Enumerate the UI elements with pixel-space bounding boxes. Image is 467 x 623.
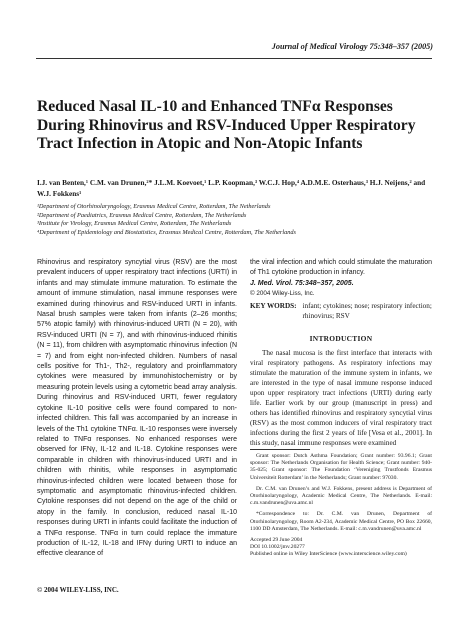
introduction-text: The nasal mucosa is the first interface that interacts with viral respiratory pathogens. As respiratory infections may stimulate the maturation of the immune system in infants, we are interested in the type of nasal immune response induced upon upper respiratory tract infections (URTI) during early life. Earlier work by our group (manuscript in press) and others has identified rhinovirus and respiratory syncytial virus (RSV) as the most common inducers of viral respiratory tract infections during the first 2 years of life [Vesa et al., 2001]. In this study, nasal immune responses were examined — [250, 349, 432, 447]
citation: J. Med. Virol. 75:348–357, 2005. — [250, 279, 354, 287]
header-rule — [36, 58, 432, 59]
affiliation-4: ⁴Department of Epidemiology and Biostatistics, Erasmus Medical Centre, Rotterdam, The Netherlands — [37, 228, 296, 236]
footnote-accepted: Accepted 29 June 2004 — [250, 537, 303, 544]
footnote-rule — [250, 449, 310, 450]
affiliation-1: ¹Department of Otorhinolaryngology, Erasmus Medical Centre, Rotterdam, The Netherlands — [37, 203, 271, 210]
keywords-list: infant; cytokines; nose; respiratory infection; rhinovirus; RSV — [302, 302, 432, 320]
abstract-copyright: © 2004 Wiley-Liss, Inc. — [250, 290, 315, 298]
footnote-grants: Grant sponsor: Dutch Asthma Foundation; Grant number: 93.96.1; Grant sponsor: The Netherlands Organisation for Health Science; Grant number: 940-35-025; Grant sponsor: The Foundation ‘Vereniging Trustfonds Erasmus Universiteit Rotterdam’ in the Netherlands; Grant number: 97030. — [250, 453, 432, 481]
page-footer-copyright: © 2004 WILEY-LISS, INC. — [37, 586, 119, 594]
abstract-continuation: the viral infection and which could stimulate the maturation of Th1 cytokine production in infancy. — [250, 259, 432, 277]
abstract-column-left: Rhinovirus and respiratory syncytial virus (RSV) are the most prevalent inducers of upper respiratory tract infections (URTI) in infants and may stimulate immune maturation. To estimate the amount of immune stimulation, nasal immune responses were examined during rhinovirus and RSV-induced URTI in infants. Nasal brush samples were taken from infants (2–26 months; 57% atopic family) with rhinovirus-induced URTI (N = 20), with RSV-induced URTI (N = 7), and with rhinovirus-induced rhinitis (N = 11), from children with asymptomatic rhinovirus infection (N = 7) and from eight non-infected children. Numbers of nasal cells positive for Th1-, Th2-, regulatory and proinflammatory cytokines were measured by immunohistochemistry or by measuring protein levels using a cytometric bead array analysis. During rhinovirus and RSV-induced URTI, fewer regulatory cytokine IL-10 positive cells were found compared to non-infected children. This fall was accompanied by an increase in levels of the Th1 cytokine TNFα. IL-10 responses were inversely related to TNFα responses. No enhanced responses were observed for IFNγ, IL-12 and IL-18. Cytokine responses were comparable in children with rhinovirus-induced URTI and in children with rhinitis, while responses in asymptomatic rhinovirus-infected children were located between those for symptomatic and asymptomatic rhinovirus-infected children. Cytokine responses did not depend on the age of the child or atopy in the family. In conclusion, reduced nasal IL-10 responses during URTI in infants could facilitate the induction of a TNFα response. TNFα in turn could replace the immature production of IL-12, IL-18 and IFNγ during URTI to induce an effective clearance of — [37, 259, 237, 558]
section-heading-introduction: INTRODUCTION — [309, 334, 373, 343]
keywords — [250, 301, 432, 321]
author-list: I.J. van Benten,¹ C.M. van Drunen,²* J.L.M. Koevoet,¹ L.P. Koopman,³ W.C.J. Hop,⁴ A.D.M.E. Osterhaus,³ H.J. Neijens,² and W.J. Fokkens¹ — [37, 178, 426, 198]
footnote-correspondence: *Correspondence to: Dr. C.M. van Drunen, Department of Otorhinolaryngology, Room A2-234, Academic Medical Centre, PO Box 22660, 1100 DD Amsterdam, The Netherlands. E-mail: c.m.vandrunen@uva.amc.nl — [250, 511, 432, 532]
footnotes — [250, 453, 432, 559]
footnote-doi: DOI 10.1002/jmv.20277 — [250, 544, 305, 551]
footnote-published: Published online in Wiley InterScience (www.interscience.wiley.com) — [250, 551, 407, 558]
abstract-column-right — [250, 258, 432, 300]
affiliation-3: ³Institute for Virology, Erasmus Medical Centre, Rotterdam, The Netherlands — [37, 220, 232, 228]
article-title: Reduced Nasal IL-10 and Enhanced TNFα Responses During Rhinovirus and RSV-Induced Upper Respiratory Tract Infection in Atopic and Non-Atopic Infants — [37, 98, 416, 153]
affiliations — [37, 203, 437, 237]
affiliation-2: ²Department of Paediatrics, Erasmus Medical Centre, Rotterdam, The Netherlands — [37, 211, 247, 219]
journal-header: Journal of Medical Virology 75:348–357 (2005) — [271, 42, 433, 51]
keywords-label: KEY WORDS: — [250, 302, 297, 310]
footnote-present-address: Dr. C.M. van Drunen’s and W.J. Fokkens, present address is Department of Otorhinolaryngology, Academic Medical Centre, The Netherlands. E-mail: c.m.vandrunen@uva.amc.nl — [250, 485, 432, 507]
